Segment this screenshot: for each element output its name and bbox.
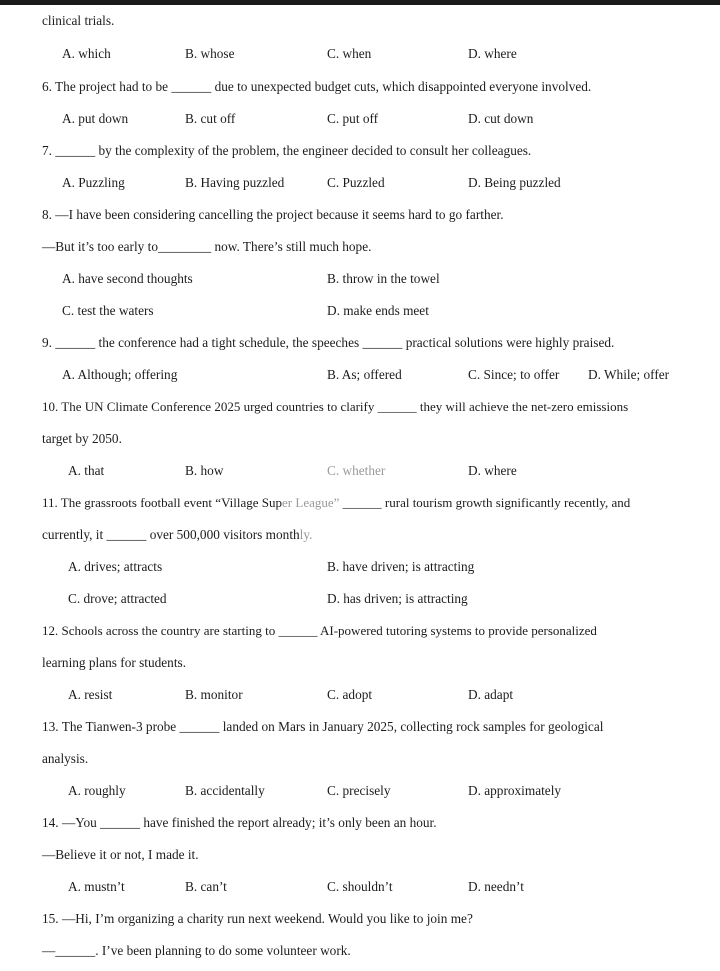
q9-option-c: C. Since; to offer [468, 367, 560, 382]
q14-option-a: A. mustn’t [68, 879, 125, 894]
q8-stem-line1: 8. —I have been considering cancelling the project because it seems hard to go farther. [42, 207, 504, 222]
q11-stem-line2-part1: currently, it ______ over 500,000 visitors month [42, 527, 300, 542]
q13-option-d: D. approximately [468, 783, 562, 798]
q4-option-a: A. which [62, 46, 111, 61]
q12-stem-line1: 12. Schools across the country are starting to ______ AI-powered tutoring systems to provide personalized [42, 623, 597, 638]
q6-option-a: A. put down [62, 111, 129, 126]
q9-stem: 9. ______ the conference had a tight schedule, the speeches ______ practical solutions were highly praised. [42, 335, 615, 350]
q12-option-c: C. adopt [327, 687, 373, 702]
q11-option-c: C. drove; attracted [68, 591, 167, 606]
q8-option-c: C. test the waters [62, 303, 154, 318]
q11-option-a: A. drives; attracts [68, 559, 163, 574]
q11-stem-line2-faded: ly. [299, 527, 313, 542]
q11-option-b: B. have driven; is attracting [327, 559, 475, 574]
q9-option-d: D. While; offer [588, 367, 670, 382]
q14-stem-line2: —Believe it or not, I made it. [42, 847, 199, 862]
q13-option-a: A. roughly [68, 783, 126, 798]
q11-stem-line1-part1: 11. The grassroots football event “Village Sup [42, 495, 283, 510]
q7-option-c: C. Puzzled [327, 175, 385, 190]
q7-option-d: D. Being puzzled [468, 175, 561, 190]
q11-stem-line1-part2: ______ rural tourism growth significantly recently, and [339, 495, 631, 510]
q10-stem-line2: target by 2050. [42, 431, 122, 446]
q8-option-b: B. throw in the towel [327, 271, 440, 286]
q12-option-a: A. resist [68, 687, 113, 702]
q12-stem-line2: learning plans for students. [42, 655, 187, 670]
q10-option-c: C. whether [327, 463, 386, 478]
top-edge-bar [0, 0, 720, 5]
q6-option-c: C. put off [327, 111, 379, 126]
q6-option-d: D. cut down [468, 111, 534, 126]
q11-stem-line1-faded: er League” [282, 495, 340, 510]
q13-option-b: B. accidentally [185, 783, 265, 798]
q7-option-b: B. Having puzzled [185, 175, 285, 190]
q6-stem: 6. The project had to be ______ due to unexpected budget cuts, which disappointed everyone involved. [42, 79, 592, 94]
q14-stem-line1: 14. —You ______ have finished the report already; it’s only been an hour. [42, 815, 437, 830]
q13-stem-line1: 13. The Tianwen-3 probe ______ landed on Mars in January 2025, collecting rock samples for geological [42, 719, 604, 734]
q7-stem: 7. ______ by the complexity of the problem, the engineer decided to consult her colleagues. [42, 143, 532, 158]
q10-option-a: A. that [68, 463, 105, 478]
q13-stem-line2: analysis. [42, 751, 89, 766]
q10-option-b: B. how [185, 463, 224, 478]
q9-option-a: A. Although; offering [62, 367, 178, 382]
q4-option-b: B. whose [185, 46, 235, 61]
q14-option-d: D. needn’t [468, 879, 524, 894]
q4-tail: clinical trials. [42, 13, 115, 28]
q4-option-c: C. when [327, 46, 372, 61]
q15-stem-line1: 15. —Hi, I’m organizing a charity run next weekend. Would you like to join me? [42, 911, 473, 926]
q13-option-c: C. precisely [327, 783, 391, 798]
q8-stem-line2: —But it’s too early to________ now. There’s still much hope. [42, 239, 372, 254]
q10-option-d: D. where [468, 463, 517, 478]
q8-option-a: A. have second thoughts [62, 271, 193, 286]
q4-option-d: D. where [468, 46, 517, 61]
q9-option-b: B. As; offered [327, 367, 402, 382]
q15-stem-line2: —______. I’ve been planning to do some volunteer work. [42, 943, 351, 958]
q14-option-c: C. shouldn’t [327, 879, 393, 894]
q12-option-b: B. monitor [185, 687, 243, 702]
q11-stem-line1 [42, 494, 630, 512]
q6-option-b: B. cut off [185, 111, 236, 126]
q8-option-d: D. make ends meet [327, 303, 429, 318]
q10-stem-line1: 10. The UN Climate Conference 2025 urged countries to clarify ______ they will achieve the net-zero emissions [42, 399, 629, 414]
q7-option-a: A. Puzzling [62, 175, 125, 190]
q14-option-b: B. can’t [185, 879, 227, 894]
q11-option-d: D. has driven; is attracting [327, 591, 468, 606]
q12-option-d: D. adapt [468, 687, 514, 702]
q11-stem-line2 [42, 526, 312, 544]
